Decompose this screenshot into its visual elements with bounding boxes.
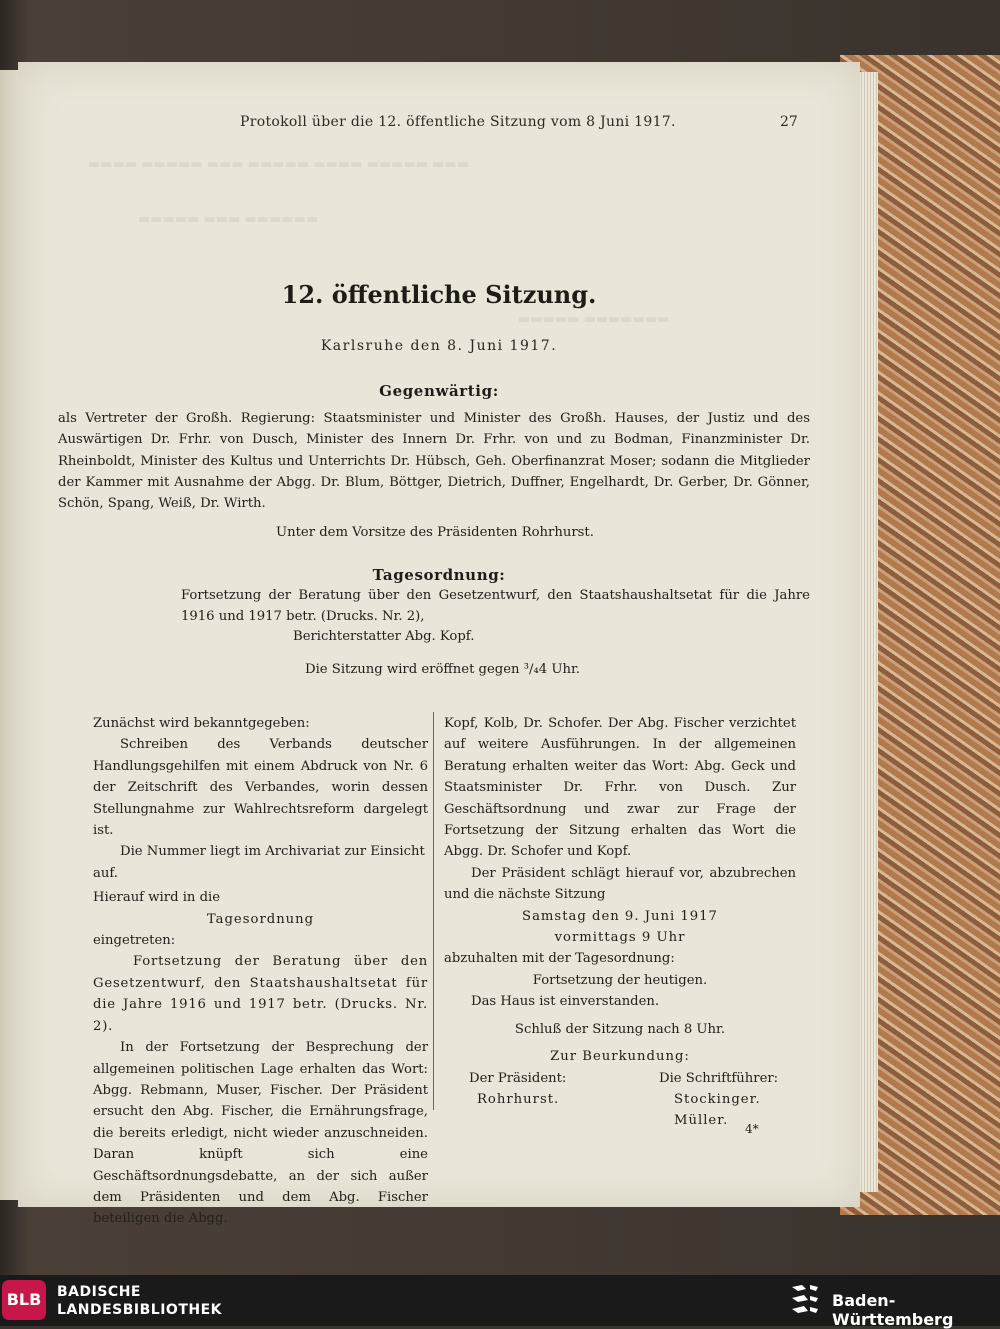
- next-session-time: vormittags 9 Uhr: [554, 930, 686, 946]
- blb-logo[interactable]: BLB: [2, 1280, 46, 1320]
- archive-note: Die Nummer liegt im Archivariat zur Einsicht auf.: [93, 844, 425, 881]
- present-heading: Gegenwärtig:: [379, 382, 499, 400]
- agenda-word: Tagesordnung: [206, 911, 315, 927]
- entered-line: eingetreten:: [93, 933, 176, 949]
- agenda-text: Fortsetzung der Beratung über den Gesetzentwurf, den Staatshaushaltsetat für die Jahre 1916 und 1917 betr. (Drucks. Nr. 2),: [181, 588, 810, 625]
- left-column: [93, 713, 428, 1230]
- session-opened: Die Sitzung wird eröffnet gegen ³/₄4 Uhr.: [305, 662, 580, 677]
- president-label: Der Präsident:: [469, 1070, 567, 1086]
- running-header: Protokoll über die 12. öffentliche Sitzung vom 8 Juni 1917.: [240, 114, 676, 130]
- secretary-name-2: Müller.: [674, 1112, 729, 1128]
- next-agenda-intro: abzuhalten mit der Tagesordnung:: [444, 951, 675, 967]
- baden-wuerttemberg-lions-icon: [788, 1281, 822, 1319]
- agenda-heading: Tagesordnung:: [372, 566, 506, 584]
- house-agrees: Das Haus ist einverstanden.: [471, 994, 660, 1010]
- announcement-intro: Zunächst wird bekanntgegeben:: [93, 716, 310, 731]
- bleed-through: ▬▬▬▬▬ ▬▬▬ ▬▬▬▬▬▬: [138, 212, 319, 227]
- chair-line: Unter dem Vorsitze des Präsidenten Rohrhurst.: [276, 525, 594, 540]
- agenda-item: Fortsetzung der Beratung über den Gesetzentwurf, den Staatshaushaltsetat für die Jahre 1916 und 1917 betr. (Drucks. Nr. 2).: [93, 954, 428, 1034]
- debate-paragraph: In der Fortsetzung der Besprechung der allgemeinen politischen Lage erhalten das Wort: Abgg. Rebmann, Muser, Fischer. Der Präsident ersucht den Abg. Fischer, die Ernährungsfrage, die bereits erledigt, nicht wieder anzuschneiden. Daran knüpft sich eine Geschäftsordnungsdebatte, an der sich außer dem Präsidenten und dem Abg. Fischer beteiligen die Abgg.: [93, 1040, 428, 1227]
- library-name-line1: BADISCHE: [57, 1284, 141, 1300]
- agenda-intro: Hierauf wird in die: [93, 890, 221, 906]
- president-name: Rohrhurst.: [477, 1091, 560, 1107]
- debate-continued: Kopf, Kolb, Dr. Schofer. Der Abg. Fischer verzichtet auf weitere Ausführungen. In der allgemeinen Beratung erhalten weiter das Wort: Abg. Geck und Staatsminister Dr. Frhr. von Dusch. Zur Geschäftsordnung und zwar zur Frage der Fortsetzung der Sitzung erhalten das Wort die Abgg. Dr. Schofer und Kopf.: [444, 716, 796, 860]
- signature-mark: 4*: [745, 1122, 759, 1136]
- document-page: [18, 62, 860, 1227]
- session-title: 12. öffentliche Sitzung.: [281, 280, 597, 309]
- column-divider: [433, 712, 434, 1110]
- page-number: 27: [780, 114, 798, 130]
- present-list: als Vertreter der Großh. Regierung: Staatsminister und Minister des Großh. Hauses, der Justiz und des Auswärtigen Dr. Frhr. von Dusch, Minister des Innern Dr. Frhr. von und zu Bodman, Finanzminister Dr. Rheinboldt, Minister des Kultus und Unterrichts Dr. Hübsch, Geh. Oberfinanzrat Moser; sodann die Mitglieder der Kammer mit Ausnahme der Abgg. Dr. Blum, Böttger, Dietrich, Duffner, Engelhardt, Dr. Gerber, Dr. Gönner, Schön, Spang, Weiß, Dr. Wirth.: [58, 411, 810, 512]
- next-session-date: Samstag den 9. Juni 1917: [522, 908, 718, 924]
- next-agenda-item: Fortsetzung der heutigen.: [532, 972, 708, 988]
- letter-paragraph: Schreiben des Verbands deutscher Handlungsgehilfen mit einem Abdruck von Nr. 6 der Zeitschrift des Verbandes, worin dessen Stellungnahme zur Wahlrechtsreform dargelegt ist.: [93, 737, 428, 839]
- rapporteur: Berichterstatter Abg. Kopf.: [293, 629, 475, 644]
- library-name-line2: LANDESBIBLIOTHEK: [57, 1302, 223, 1318]
- session-closed: Schluß der Sitzung nach 8 Uhr.: [514, 1021, 726, 1037]
- bleed-through: ▬▬▬▬▬ ▬▬▬▬▬▬▬: [518, 312, 670, 327]
- secretary-name-1: Stockinger.: [674, 1091, 761, 1107]
- signatures: [444, 1068, 796, 1128]
- secretaries-label: Die Schriftführer:: [659, 1070, 779, 1086]
- right-column: [444, 713, 796, 1128]
- certification-heading: Zur Beurkundung:: [550, 1049, 690, 1065]
- dateline: Karlsruhe den 8. Juni 1917.: [320, 338, 558, 354]
- adjournment-proposal: Der Präsident schlägt hierauf vor, abzubrechen und die nächste Sitzung: [444, 865, 796, 903]
- state-name: Baden-Württemberg: [832, 1291, 954, 1329]
- bleed-through: ▬▬▬▬ ▬▬▬▬▬ ▬▬▬ ▬▬▬▬▬ ▬▬▬▬ ▬▬▬▬▬ ▬▬▬: [88, 157, 469, 172]
